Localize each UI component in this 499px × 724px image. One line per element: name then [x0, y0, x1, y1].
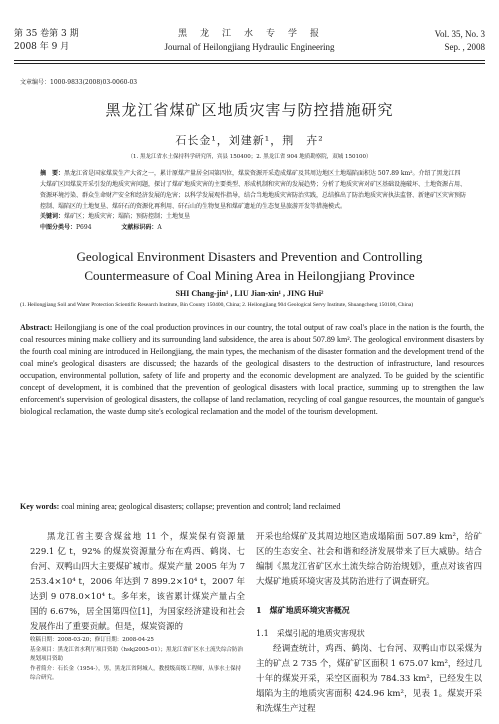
- footnote-funding: 基金项目：黑龙江省水利厅项目资助（hskj2005-01）；黑龙江省矿区水土流失综合防治规划项目资助: [30, 646, 244, 662]
- body-text-right: 开采也给煤矿及其周边地区造成塌陷面 507.89 km²，给矿区的生态安全、社会和谐和经济发展带来了巨大威胁。结合编制《黑龙江省矿区水土流失综合防治规划》，重点对该省四大煤矿地质环境灾害及其防治进行了调查研究。: [256, 532, 482, 587]
- classification-line: [40, 222, 466, 231]
- date-cn: 2008 年 9 月: [14, 42, 70, 52]
- footnote-author: 作者简介：石长金（1954-），男，黑龙江省阿城人，教授级高级工程师，从事水土保持综合研究。: [30, 665, 242, 681]
- section-heading-1: 1 煤矿地质环境灾害概况: [256, 605, 350, 615]
- subsection-heading-1-1: 1.1 采煤引起的地质灾害现状: [256, 629, 365, 638]
- body-text-left: 黑龙江省主要含煤盆地 11 个，煤炭保有资源量 229.1 亿 t，92% 的煤炭资源量分布在鸡西、鹤岗、七台河、双鸭山四大主要煤矿城市。煤炭产量 2005 年为 7 253.4×10⁴ t，2006 年达到 7 899.2×10⁴ t，2007 年达到 9 078.0×10⁴ t。多年来，该省累计煤炭产量占全国的 6.67%，居全国第四位[1]，为国家经济建设和社会发展作出了重要贡献。但是，煤炭资源的: [30, 532, 245, 632]
- keywords-cn: [40, 211, 466, 220]
- clc-label: 中图分类号：: [40, 224, 77, 231]
- volume-en: Vol. 35, No. 3: [434, 29, 485, 39]
- affiliation-en: (1. Heilongjiang Soil and Water Protection Scientific Research Institute, Bin County 150400, China; 2. Heilongjiang 904 Geological Servy Institute, Shuangcheng 150100, China): [20, 302, 414, 308]
- article-number: 文章编号：1000-9833(2008)03-0060-03: [20, 79, 138, 86]
- volume-cn: 第 35 卷第 3 期: [14, 29, 79, 39]
- header-rule-thick: [14, 60, 485, 61]
- keywords-cn-label: 关键词：: [40, 213, 65, 220]
- footnotes: [30, 636, 245, 684]
- authors-en: SHI Chang-jin¹ , LIU Jian-xin¹ , JING Hui²: [175, 289, 324, 298]
- header-rule-thin: [14, 63, 485, 64]
- journal-name: [0, 28, 499, 54]
- keywords-en-text: coal mining area; geological disasters; collapse; prevention and control; land reclaimed: [61, 502, 341, 511]
- title-en-line1: Geological Environment Disasters and Prevention and Controlling: [76, 249, 423, 264]
- journal-volume-en: [435, 28, 485, 54]
- footnote-rule: [30, 633, 110, 634]
- keywords-en-label: Key words:: [20, 502, 60, 511]
- body-text-right-2: 经调查统计，鸡西、鹤岗、七台河、双鸭山市以采煤为主的矿点 2 735 个，煤矿矿区面积 1 675.07 km²，经过几十年的煤炭开采，采空区面积为 784.33 km²，已经发生以塌陷为主的地质灾害面积 424.96 km²，见表 1。煤炭开采和洗煤生产过程: [256, 644, 482, 714]
- footnote-received: 收稿日期：2008-03-20；修订日期：2008-04-25: [30, 637, 154, 643]
- date-en: Sep. , 2008: [444, 42, 485, 52]
- title-cn: 黑龙江省煤矿区地质灾害与防控措施研究: [105, 101, 394, 119]
- abstract-cn-label: 摘 要：: [40, 170, 65, 177]
- keywords-en: [20, 501, 484, 513]
- keywords-cn-text: 煤矿区；地质灾害；塌陷；预防控制；土地复垦: [64, 213, 191, 220]
- abstract-en-text: Heilongjiang is one of the coal production provinces in our country, the total output of raw coal's place in the nation is the fourth, the coal resources mining make colliery and its surrounding land subsidence, the area is about 507.89 km². The geological environment disasters by the fourth coal mining are introduced in Heilongjiang, the main types, the mechanism of the disaster formation and the development trend of the coal mine's geological disasters are discussed; the hazards of the geological disasters to the destruction of infrastructure, land resources occupation, environmental pollution, safety of life and property and the economic development are analyzed. To be guided by the scientific concept of development, it is combined that the prevention of geological disasters with local practice, summing up to strengthen the law enforcement's supervision of geological disasters, the collapse of land reclamation, recycling of coal gangue resources, the mountain of gangue's biological reclamation, the waste dump site's ecological reclamation and the model of the tourism development.: [20, 323, 484, 416]
- abstract-cn-text: 黑龙江省是国家煤炭生产大省之一，累计原煤产量居全国第四位，煤炭资源开采造成煤矿及其周边地区土地塌陷面积达 507.89 km²。介绍了黑龙江四大煤矿区因煤炭开采引发的地质灾害问题，探讨了煤矿地质灾害的主要类型、形成机制和灾害的发展趋势；分析了地质灾害对矿区基础设施破坏、土地资源占用、资源环境污染、群众生命财产安全和经济发展的危害；以科学发展观作指导，结合当地地质灾害防治实践，总结推出了防治地质灾害执法监督、新建矿区灾害预防控制、塌陷区的土地复垦、煤矸石的资源化再利用、矸石山的生物复垦和煤矿遗址的生态复垦旅游开发等措施模式。: [40, 170, 467, 210]
- clc-value: P694: [76, 224, 92, 231]
- affiliation-cn: （1. 黑龙江省水土保持科学研究所，宾县 150400；2. 黑龙江省 904 地质勘察院，双城 150100）: [127, 154, 372, 160]
- doc-code-label: 文献标识码：: [121, 224, 158, 231]
- doc-code-value: A: [157, 224, 162, 231]
- authors-cn: 石长金¹，刘建新¹，荆 卉²: [175, 134, 324, 147]
- abstract-en: [20, 322, 484, 418]
- journal-name-en: Journal of Heilongjiang Hydraulic Engineering: [164, 42, 335, 52]
- title-en: [0, 247, 499, 285]
- title-en-line2: Countermeasure of Coal Mining Area in Heilongjiang Province: [84, 268, 415, 283]
- abstract-cn: [40, 168, 466, 212]
- journal-name-cn: 黑 龙 江 水 专 学 报: [177, 29, 321, 39]
- abstract-en-label: Abstract:: [20, 323, 53, 332]
